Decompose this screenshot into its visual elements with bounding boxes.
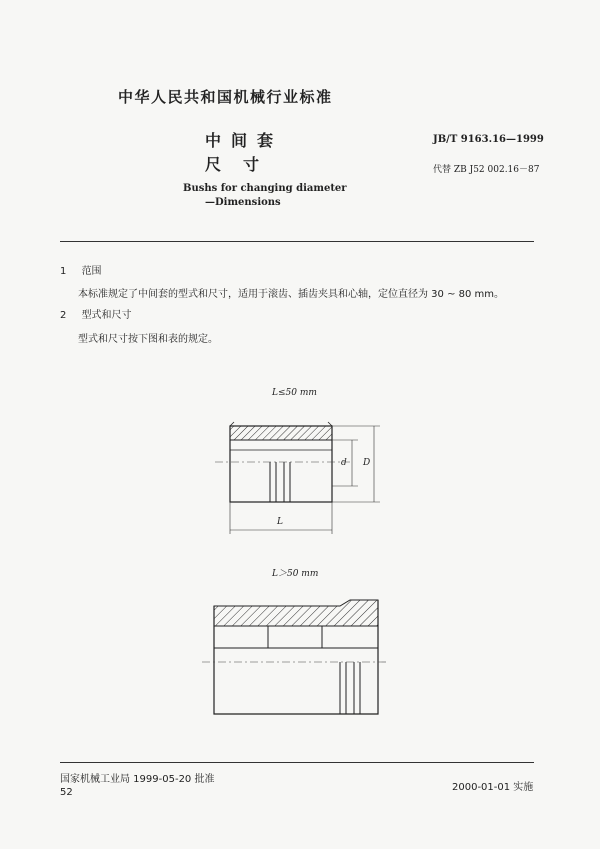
section-number: 1 <box>60 266 67 277</box>
header-divider <box>60 241 534 242</box>
figure-1-bush-drawing <box>200 410 400 540</box>
document-title-line1: 中间套 <box>205 131 284 150</box>
dimension-L-label: L <box>277 517 283 527</box>
effective-date: 2000-01-01 实施 <box>452 782 534 793</box>
section-title: 范围 <box>81 266 102 277</box>
english-title-line2: —Dimensions <box>205 197 281 208</box>
figure-2-caption: L＞50 mm <box>272 569 319 579</box>
figure-2-bush-drawing <box>200 590 390 720</box>
section-2-text: 型式和尺寸按下图和表的规定。 <box>78 334 218 345</box>
section-1-text: 本标准规定了中间套的型式和尺寸，适用于滚齿、插齿夹具和心轴，定位直径为 30 ~ 80 mm。 <box>78 289 505 300</box>
section-2-heading <box>60 306 132 321</box>
figure-1-caption: L≤50 mm <box>272 388 317 398</box>
organization-title: 中华人民共和国机械行业标准 <box>118 88 333 106</box>
page-number: 52 <box>60 787 73 798</box>
document-title-line2: 尺寸 <box>205 155 282 174</box>
dimension-d-label: d <box>341 458 347 468</box>
section-title: 型式和尺寸 <box>81 310 132 321</box>
section-1-heading <box>60 262 102 277</box>
standard-code: JB/T 9163.16—1999 <box>433 134 544 145</box>
section-number: 2 <box>60 310 67 321</box>
footer-divider <box>60 762 534 763</box>
replaces-note: 代替 ZB J52 002.16－87 <box>433 165 540 175</box>
dimension-D-label: D <box>363 458 371 468</box>
issuer-approval: 国家机械工业局 1999-05-20 批准 <box>60 774 215 785</box>
english-title-line1: Bushs for changing diameter <box>183 183 347 194</box>
